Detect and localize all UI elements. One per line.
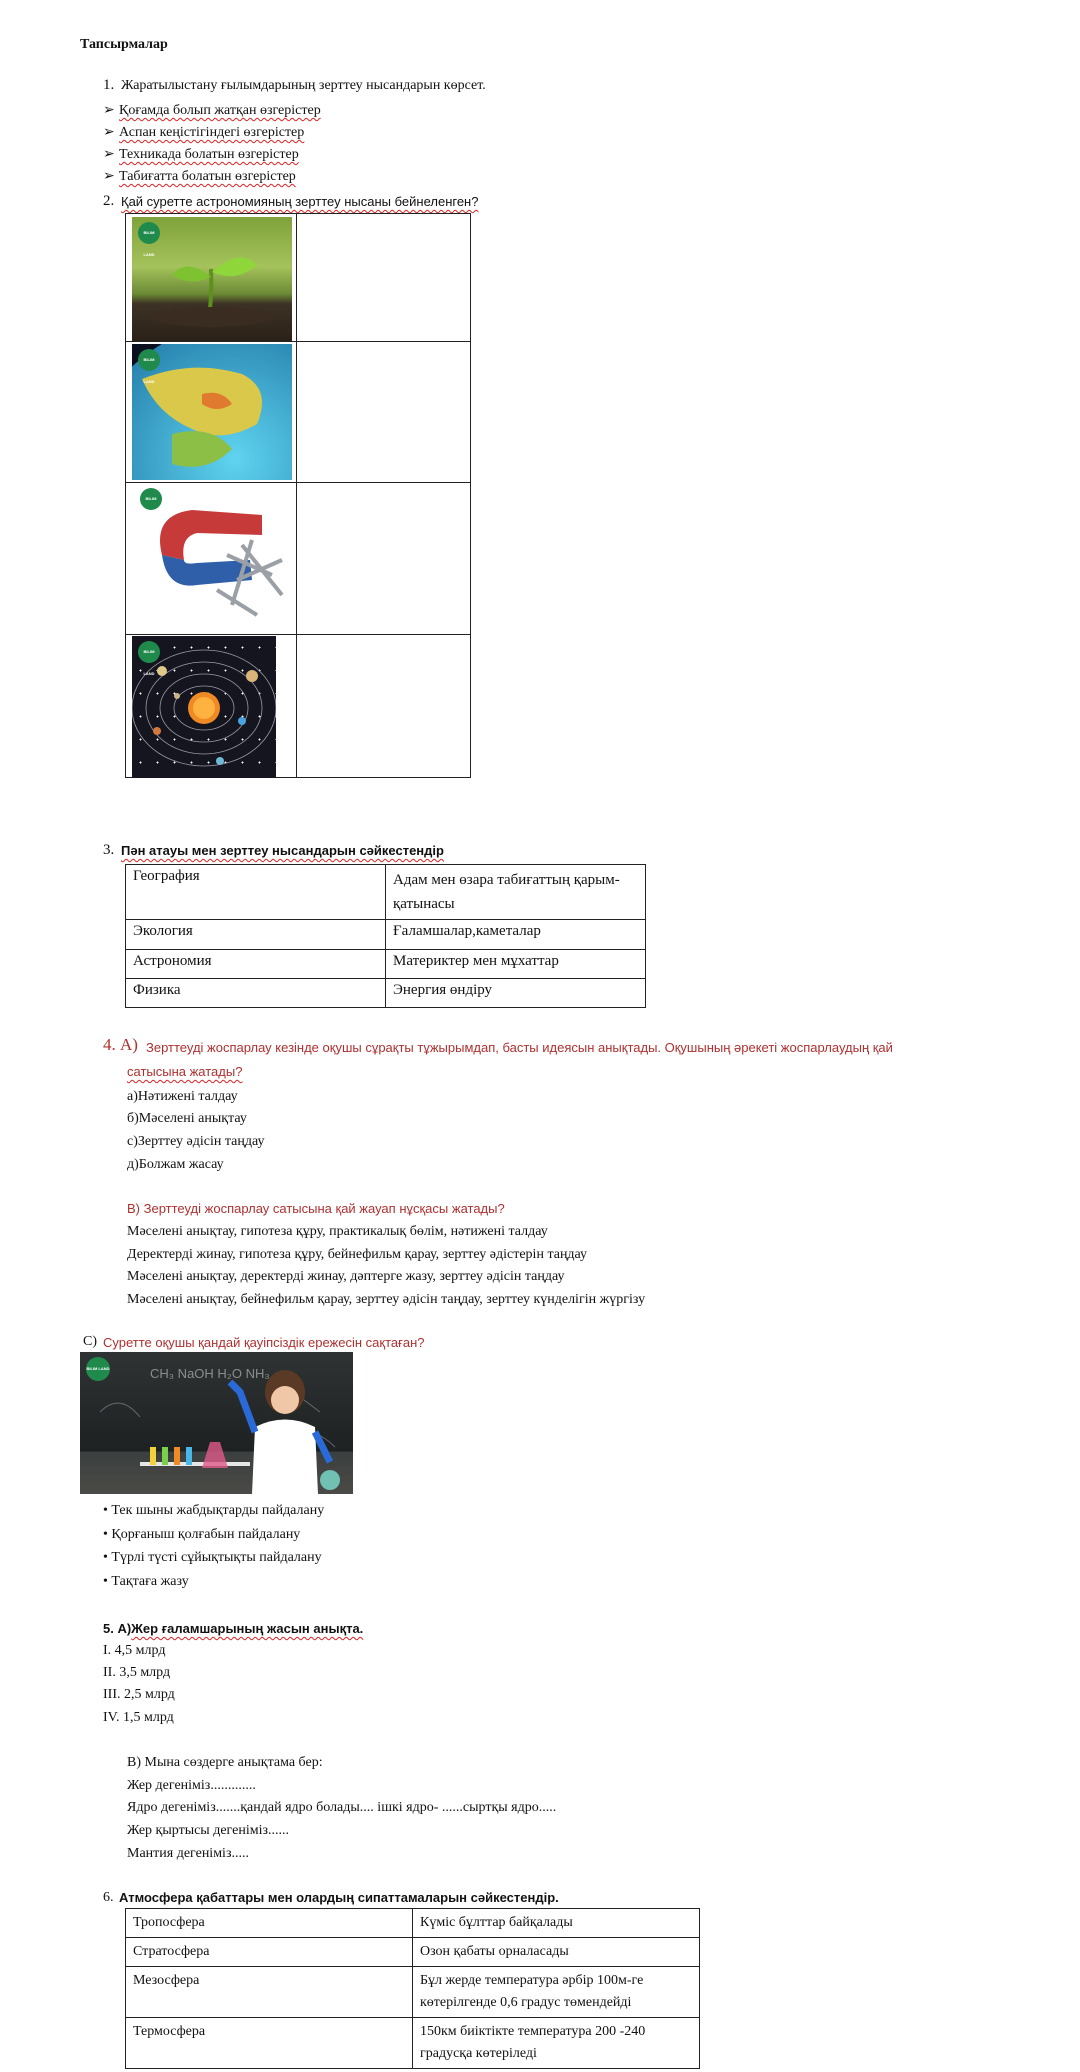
q5-b-title: В) Мына сөздерге анықтама бер: — [127, 1755, 323, 1770]
q6-match-table — [125, 1908, 700, 2069]
q3-number: 3. — [103, 842, 115, 858]
q4-text-c: Суретте оқушы қандай қауіпсіздік ережесін сақтаған? — [103, 1335, 425, 1350]
q3-match-table — [125, 864, 646, 1008]
q4-text-b: В) Зерттеуді жоспарлау сатысына қай жауап нұсқасы жатады? — [127, 1201, 505, 1216]
q4-text-a: Зерттеуді жоспарлау кезінде оқушы сұрақты тұжырымдап, басты идеясын анықтады. Оқушының әрекеті жоспарлаудың қай — [146, 1040, 893, 1055]
q4-option-b-3: Мәселені анықтау, деректерді жинау, дәптерге жазу, зерттеу әдісін таңдау — [127, 1269, 565, 1284]
q4-option-b-1: Мәселені анықтау, гипотеза құру, практикалық бөлім, нәтижені талдау — [127, 1224, 548, 1239]
q3-subject-3: Астрономия — [126, 950, 386, 979]
q4-number: 4. А) — [103, 1035, 138, 1054]
q6-desc-1: Күміс бұлттар байқалады — [413, 1909, 700, 1938]
q5-title: 5. А)Жер ғаламшарының жасын анықта. — [103, 1621, 364, 1636]
logo-badge: BILIM LAND — [86, 1357, 110, 1381]
q1-option-1: ➢ Қоғамда болып жатқан өзгерістер — [103, 103, 321, 118]
q4-option-c-2: • Қорғаныш қолғабын пайдалану — [103, 1527, 301, 1542]
q3-object-4: Энергия өндіру — [386, 979, 646, 1008]
q3-object-3: Материктер мен мұхаттар — [386, 950, 646, 979]
q6-text: Атмосфера қабаттары мен олардың сипаттамаларын сәйкестендір. — [119, 1890, 559, 1905]
q5-b-line-1: Жер дегеніміз............. — [127, 1778, 256, 1793]
q2-cell-answer-2 — [297, 342, 471, 483]
q5-b-line-4: Мантия дегеніміз..... — [127, 1846, 249, 1861]
q3-subject-4: Физика — [126, 979, 386, 1008]
q2-text: Қай суретте астрономияның зерттеу нысаны бейнеленген? — [121, 194, 479, 209]
q4-text-a-line2: сатысына жатады? — [127, 1064, 243, 1079]
q3-object-2: Ғаламшалар,каметалар — [386, 920, 646, 950]
q4-option-b-2: Деректерді жинау, гипотеза құру, бейнефильм қарау, зерттеу әдістерін таңдау — [127, 1247, 588, 1262]
logo-badge: BILIM LAND — [140, 488, 162, 510]
q1-option-2: ➢ Аспан кеңістігіндегі өзгерістер — [103, 125, 305, 140]
q4-c-label: С) — [83, 1334, 97, 1349]
q4-option-a-4: д)Болжам жасау — [127, 1157, 224, 1172]
q5-option-1: I. 4,5 млрд — [103, 1643, 166, 1658]
solar-system-icon — [132, 636, 276, 778]
q4-option-c-1: • Тек шыны жабдықтарды пайдалану — [103, 1503, 325, 1518]
q4-option-a-2: б)Мәселені анықтау — [127, 1111, 247, 1126]
q2-number: 2. — [103, 193, 115, 209]
q6-desc-3: Бұл жерде температура әрбір 100м-ге көтерілгенде 0,6 градус төмендейді — [413, 1967, 700, 2018]
q5-b-line-2: Ядро дегеніміз.......қандай ядро болады.... ішкі ядро- ......сыртқы ядро..... — [127, 1800, 557, 1815]
q4-option-b-4: Мәселені анықтау, бейнефильм қарау, зерттеу әдісін таңдау, зерттеу күнделігін жүргізу — [127, 1292, 646, 1307]
chalkboard-formulas: CH₃ NaOH H₂O NH₃ — [150, 1366, 270, 1381]
logo-badge: BILIM LAND — [138, 222, 160, 244]
q4-option-a-3: с)Зерттеу әдісін таңдау — [127, 1134, 265, 1149]
q3-object-1: Адам мен өзара табиғаттың қарым-қатынасы — [386, 865, 646, 920]
q5-option-2: II. 3,5 млрд — [103, 1665, 171, 1680]
q6-layer-3: Мезосфера — [126, 1967, 413, 2018]
q4-option-c-3: • Түрлі түсті сұйықтықты пайдалану — [103, 1550, 322, 1565]
q2-cell-answer-4 — [297, 635, 471, 778]
q3-text: Пән атауы мен зерттеу нысандарын сәйкестендір — [121, 843, 444, 858]
globe-map-icon — [132, 344, 292, 480]
q6-desc-2: Озон қабаты орналасады — [413, 1938, 700, 1967]
q1-option-4: ➢ Табиғатта болатын өзгерістер — [103, 169, 296, 184]
q3-subject-1: География — [126, 865, 386, 920]
q6-layer-1: Тропосфера — [126, 1909, 413, 1938]
q1-text: Жаратылыстану ғылымдарының зерттеу нысандарын көрсет. — [121, 78, 486, 93]
q4-option-c-4: • Тақтаға жазу — [103, 1574, 189, 1589]
q5-option-3: III. 2,5 млрд — [103, 1687, 175, 1702]
q3-subject-2: Экология — [126, 920, 386, 950]
q5-b-line-3: Жер қыртысы дегеніміз...... — [127, 1823, 289, 1838]
q1-option-3: ➢ Техникада болатын өзгерістер — [103, 147, 299, 162]
lab-student-photo — [80, 1352, 353, 1494]
plant-seedling-icon — [132, 217, 292, 341]
magnet-nails-icon — [132, 485, 292, 630]
logo-badge: BILIM LAND — [138, 349, 160, 371]
q5-option-4: IV. 1,5 млрд — [103, 1710, 174, 1725]
q6-number: 6. — [103, 1890, 114, 1905]
q2-cell-answer-3 — [297, 483, 471, 635]
page-heading: Тапсырмалар — [80, 37, 168, 52]
q6-desc-4: 150км биіктікте температура 200 -240 градусқа көтеріледі — [413, 2018, 700, 2069]
q6-layer-2: Стратосфера — [126, 1938, 413, 1967]
q4-option-a-1: а)Нәтижені талдау — [127, 1089, 238, 1104]
q1-number: 1. — [103, 77, 115, 93]
q6-layer-4: Термосфера — [126, 2018, 413, 2069]
logo-badge: BILIM LAND — [138, 641, 160, 663]
q2-cell-answer-1 — [297, 214, 471, 342]
